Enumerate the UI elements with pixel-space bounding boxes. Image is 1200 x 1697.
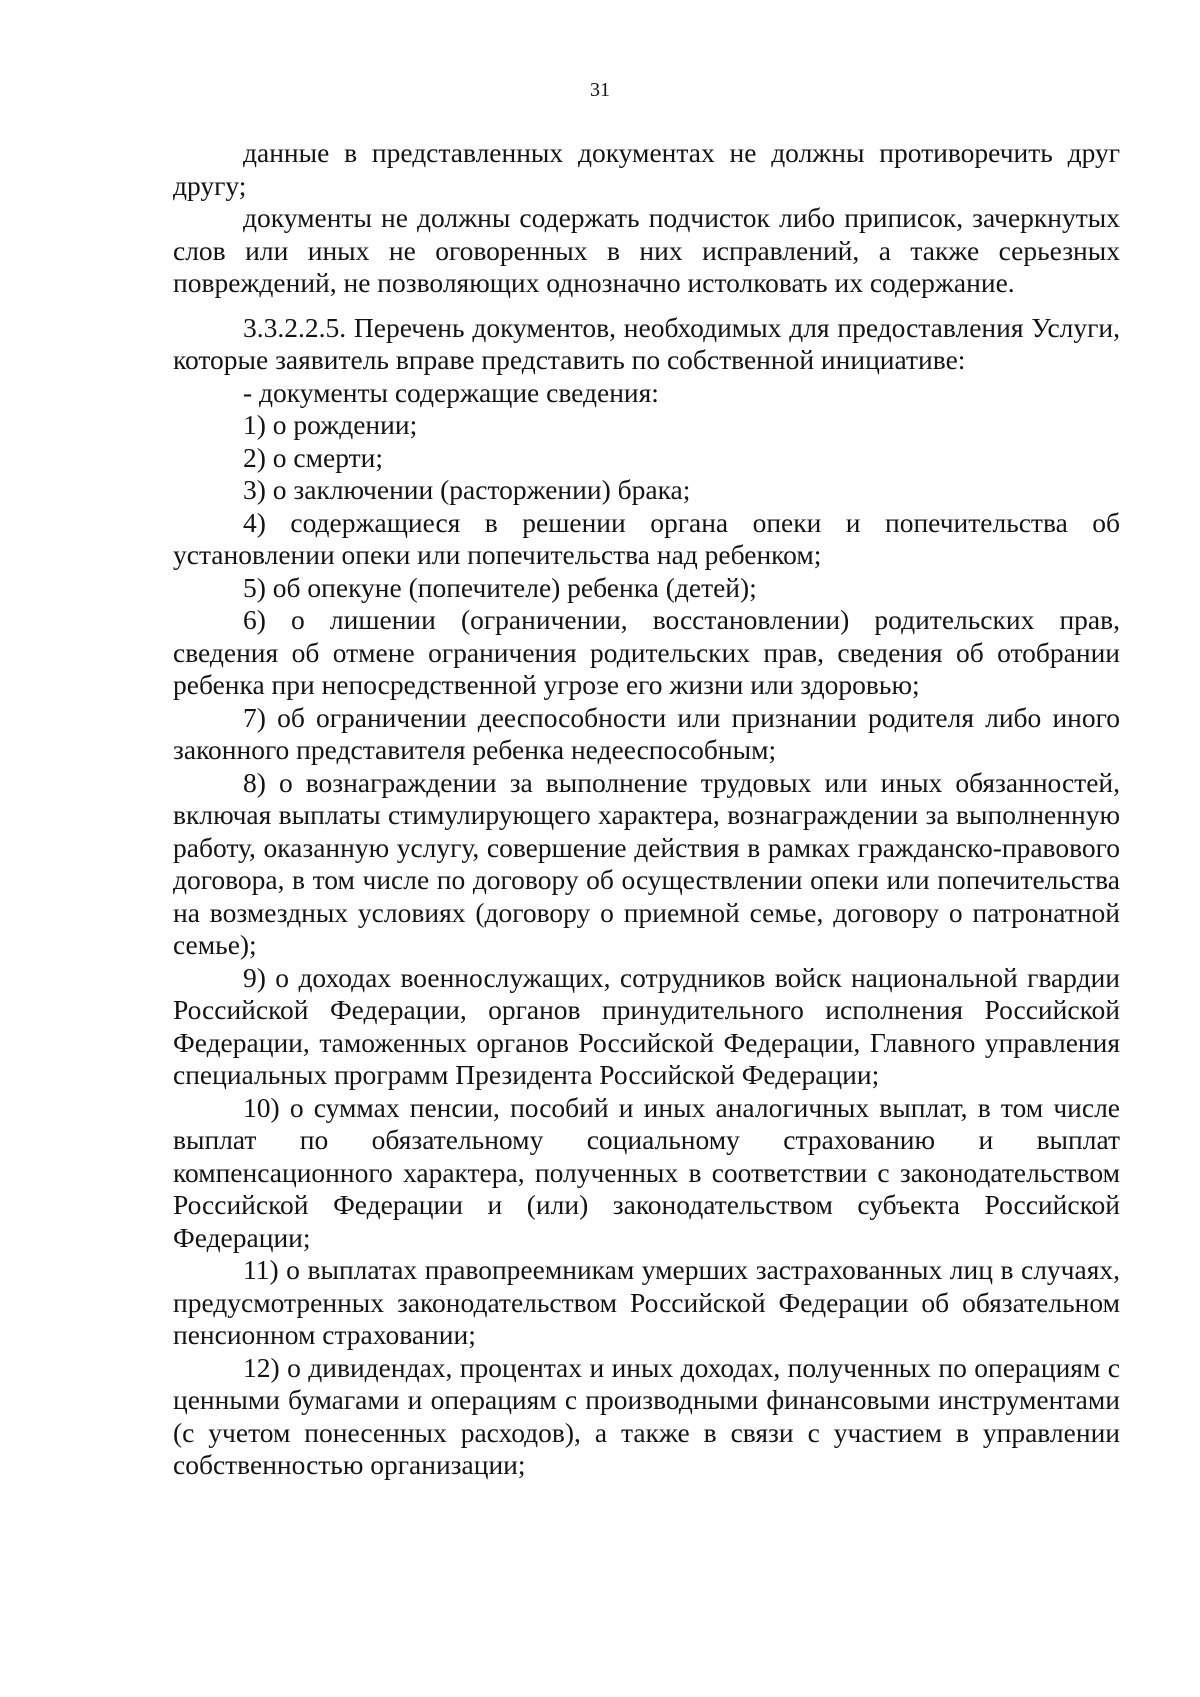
list-item-8: 8) о вознаграждении за выполнение трудовых или иных обязанностей, включая выплаты стимулирующего характера, вознаграждении за выполненную работу, оказанную услугу, совершение действия в рамках гражданско-правового договора, в том числе по договору об осуществлении опеки или попечительства на возмездных условиях (договору о приемной семье, договору о патронатной семье); — [173, 766, 1120, 960]
list-item-3: 3) о заключении (расторжении) брака; — [243, 474, 691, 505]
list-item-5: 5) об опекуне (попечителе) ребенка (детей); — [243, 571, 757, 603]
list-item-9: 9) о доходах военнослужащих, сотрудников войск национальной гвардии Российской Федерации, органов принудительного исполнения Российской Федерации, таможенных органов Российской Федерации, Главного управления специальных программ Президента Российской Федерации; — [173, 961, 1120, 1090]
list-item-10: 10) о суммах пенсии, пособий и иных аналогичных выплат, в том числе выплат по обязательному социальному страхованию и выплат компенсационного характера, полученных в соответствии с законодательством Российской Федерации и (или) законодательством субъекта Российской Федерации; — [173, 1091, 1120, 1253]
list-intro: - документы содержащие сведения: — [243, 376, 659, 408]
list-item-4: 4) содержащиеся в решении органа опеки и попечительства об установлении опеки или попечительства над ребенком; — [173, 506, 1120, 570]
document-body — [173, 137, 1120, 1482]
list-item-11: 11) о выплатах правопреемникам умерших застрахованных лиц в случаях, предусмотренных законодательством Российской Федерации об обязательном пенсионном страховании; — [173, 1254, 1120, 1350]
list-item-12: 12) о дивидендах, процентах и иных доходах, полученных по операциям с ценными бумагами и операциям с производными финансовыми инструментами (с учетом понесенных расходов), а также в связи с участием в управлении собственностью организации; — [173, 1351, 1120, 1480]
paragraph-data-consistency: данные в представленных документах не должны противоречить друг другу; — [173, 137, 1120, 201]
list-item-6: 6) о лишении (ограничении, восстановлении) родительских прав, сведения об отмене ограничения родительских прав, сведения об отобрании ребенка при непосредственной угрозе его жизни или здоровью; — [173, 604, 1120, 700]
paragraph-no-corrections: документы не должны содержать подчисток либо приписок, зачеркнутых слов или иных не оговоренных в них исправлений, а также серьезных повреждений, не позволяющих однозначно истолковать их содержание. — [173, 202, 1120, 298]
list-item-1: 1) о рождении; — [243, 409, 418, 440]
list-item-7: 7) об ограничении дееспособности или признании родителя либо иного законного представителя ребенка недееспособным; — [173, 701, 1120, 765]
list-item-2: 2) о смерти; — [243, 441, 383, 473]
page-number: 31 — [590, 79, 610, 101]
paragraph-section-3-3-2-2-5: 3.3.2.2.5. Перечень документов, необходимых для предоставления Услуги, которые заявитель вправе представить по собственной инициативе: — [173, 311, 1120, 375]
